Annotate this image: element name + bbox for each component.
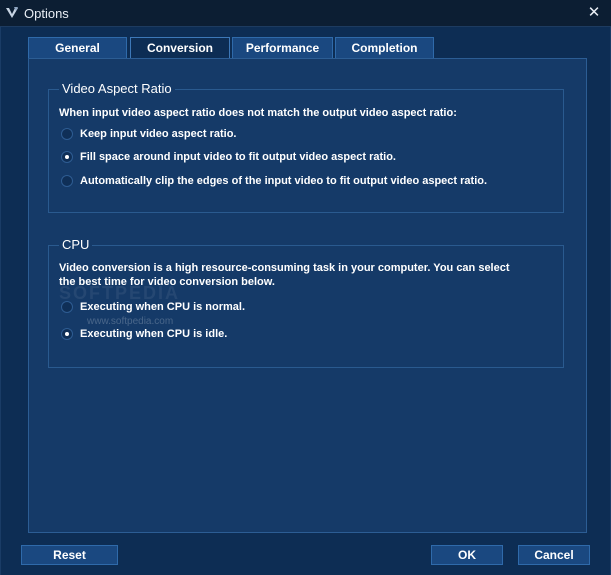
cancel-button[interactable]: Cancel [518, 545, 590, 565]
tab-conversion[interactable]: Conversion [130, 37, 230, 59]
close-icon[interactable]: ✕ [587, 4, 601, 21]
tab-general[interactable]: General [28, 37, 127, 58]
reset-button[interactable]: Reset [21, 545, 118, 565]
tab-performance[interactable]: Performance [232, 37, 333, 58]
options-window [0, 27, 611, 575]
tab-completion[interactable]: Completion [335, 37, 434, 58]
radio-auto-clip[interactable] [61, 173, 487, 189]
title-bar [0, 0, 611, 27]
radio-keep-aspect[interactable] [61, 126, 236, 142]
video-aspect-ratio-title: Video Aspect Ratio [59, 81, 175, 96]
radio-label: Fill space around input video to fit output video aspect ratio. [80, 151, 396, 163]
aspect-ratio-description: When input video aspect ratio does not match the output video aspect ratio: [59, 107, 457, 119]
radio-button-selected[interactable] [61, 328, 73, 340]
radio-fill-space[interactable] [61, 149, 396, 165]
radio-button[interactable] [61, 128, 73, 140]
watermark-url: www.softpedia.com [87, 316, 174, 327]
cpu-description-line2: the best time for video conversion below. [59, 276, 275, 288]
radio-label: Executing when CPU is normal. [80, 301, 246, 313]
cpu-group [48, 237, 564, 368]
watermark-text: SOFTPEDIA [59, 283, 181, 303]
cpu-title: CPU [59, 237, 92, 252]
radio-label: Executing when CPU is idle. [80, 328, 228, 340]
ok-button[interactable]: OK [431, 545, 503, 565]
app-logo-icon [4, 5, 20, 21]
radio-button-selected[interactable] [61, 151, 73, 163]
cpu-description-line1: Video conversion is a high resource-consuming task in your computer. You can select [59, 262, 510, 274]
radio-button[interactable] [61, 175, 73, 187]
window-title: Options [24, 6, 69, 21]
radio-label: Automatically clip the edges of the input video to fit output video aspect ratio. [80, 175, 488, 187]
radio-cpu-idle[interactable] [61, 326, 227, 342]
video-aspect-ratio-group [48, 81, 564, 213]
radio-label: Keep input video aspect ratio. [80, 128, 237, 140]
